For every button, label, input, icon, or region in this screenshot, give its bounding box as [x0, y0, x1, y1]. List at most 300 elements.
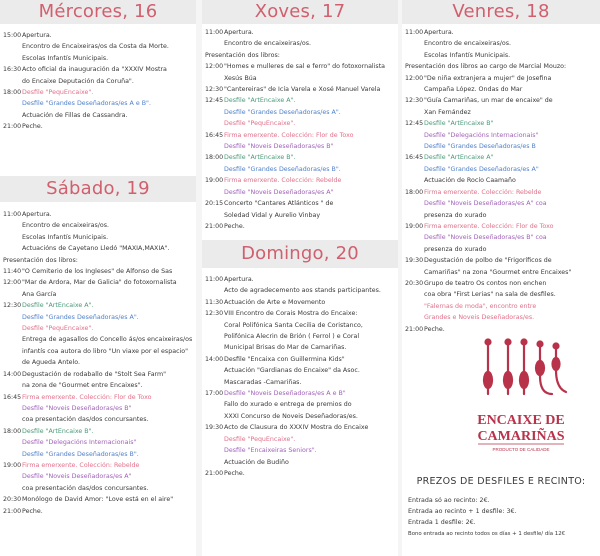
schedule-wednesday — [3, 30, 194, 133]
schedule-text: Concerto "Cantares Atlánticos " de — [224, 200, 334, 208]
schedule-time — [405, 175, 424, 186]
schedule-time: 18:00 — [205, 154, 224, 162]
prices-title: PREZOS DE DESFILES E RECINTO: — [416, 476, 586, 487]
schedule-thursday — [205, 27, 396, 232]
schedule-time: 12:00 — [205, 63, 224, 71]
schedule-row — [205, 308, 396, 319]
schedule-row — [3, 323, 194, 334]
schedule-row — [405, 95, 598, 106]
schedule-time — [3, 53, 22, 64]
schedule-text: Apertura. — [22, 211, 52, 218]
schedule-row — [405, 301, 598, 312]
schedule-text: Desfile "PequEncaixe". — [22, 325, 94, 333]
schedule-row — [205, 331, 396, 342]
schedule-time: 12:30 — [205, 86, 224, 94]
schedule-time: 11:00 — [205, 276, 224, 283]
logo-tagline: PRODUCTO DE CALIDADE — [492, 447, 550, 452]
schedule-row — [205, 342, 396, 353]
schedule-row — [205, 457, 396, 468]
schedule-time — [405, 312, 424, 323]
schedule-row — [205, 38, 396, 49]
schedule-time — [405, 301, 424, 312]
schedule-time: 11:00 — [405, 29, 424, 36]
schedule-time — [205, 457, 224, 468]
schedule-time — [205, 320, 224, 331]
schedule-time: 18:00 — [3, 427, 22, 435]
schedule-row — [3, 369, 194, 380]
schedule-row — [205, 445, 396, 456]
schedule-text: Desfile "Noveis Deseñadoras/es A" coa — [424, 200, 547, 208]
schedule-time — [405, 198, 424, 209]
schedule-row — [405, 61, 598, 72]
schedule-time — [405, 141, 424, 152]
schedule-text: Firma emerxente. Colección: Flor de Toxo — [224, 131, 354, 139]
schedule-text: Actuación de Fillas de Cassandra. — [22, 111, 128, 119]
schedule-row — [405, 232, 598, 243]
schedule-row — [3, 403, 194, 414]
schedule-time — [3, 312, 22, 323]
schedule-text: "O Cemiterio de los Ingleses" de Alfonso de Sas — [22, 268, 173, 276]
schedule-text: Actuacións de Cayetano Lledó "MAXIA,MAXIA". — [22, 245, 170, 253]
schedule-text: Peche. — [22, 123, 43, 131]
schedule-time: 21:00 — [205, 222, 224, 230]
schedule-text: Desfile "Noveis Deseñadoras/es A" — [224, 188, 334, 196]
price-line: Entrada 1 desfile: 2€. — [408, 519, 476, 527]
schedule-time — [205, 411, 224, 422]
schedule-row — [3, 392, 194, 403]
schedule-row — [405, 50, 598, 61]
schedule-row — [405, 164, 598, 175]
schedule-time: 16:45 — [205, 131, 224, 139]
schedule-row — [3, 357, 194, 368]
schedule-text: Acto oficial da inauguración da "XXXIV Mostra — [22, 66, 167, 74]
schedule-text: Degustación de rodaballo de "Stolt Sea Farm" — [22, 370, 167, 378]
schedule-row — [3, 277, 194, 288]
schedule-time: 12:00 — [405, 74, 424, 82]
schedule-text: Camariñas" na zona "Gourmet entre Encaixes" — [424, 268, 572, 276]
schedule-text: Polifónica Alecrin de Brión ( Ferrol ) e Coral — [224, 333, 360, 341]
schedule-time — [3, 220, 22, 231]
schedule-time — [405, 130, 424, 141]
schedule-row — [205, 198, 396, 209]
schedule-text: Actuación de Arte e Movemento — [224, 298, 326, 306]
schedule-row — [205, 175, 396, 186]
schedule-time — [3, 380, 22, 391]
schedule-text: Coral Polifónica Santa Cecilia de Coristanco, — [224, 321, 363, 329]
schedule-text: Desfile "Grandes Deseñadoras/es A" — [424, 165, 539, 173]
schedule-row — [205, 388, 396, 399]
column-middle — [202, 0, 398, 556]
schedule-time: 21:00 — [3, 123, 22, 131]
schedule-row — [205, 141, 396, 152]
schedule-text: Municipal Brisas do Mar de Camariñas. — [224, 344, 347, 352]
schedule-time — [205, 38, 224, 49]
schedule-row — [3, 41, 194, 52]
schedule-row — [405, 38, 598, 49]
schedule-text: Apertura. — [424, 29, 454, 36]
schedule-row — [3, 449, 194, 460]
schedule-time: 15:00 — [3, 32, 22, 39]
schedule-row — [205, 107, 396, 118]
schedule-text: Firma emerxente. Colección: Rebelde — [22, 461, 140, 469]
column-right — [402, 0, 600, 556]
logo-line-2: CAMARIÑAS — [477, 429, 565, 444]
schedule-text: Desfile "ArtEncaixe A". — [224, 97, 296, 105]
schedule-row — [205, 365, 396, 376]
schedule-row — [3, 243, 194, 254]
schedule-text: Ana García — [22, 290, 57, 298]
schedule-text: Apertura. — [224, 29, 254, 36]
schedule-row — [3, 64, 194, 75]
schedule-text: XXXI Concurso de Noveis Deseñadoras/es. — [224, 412, 358, 420]
schedule-row — [3, 255, 194, 266]
schedule-row — [205, 118, 396, 129]
schedule-row — [205, 152, 396, 163]
schedule-time — [3, 346, 22, 357]
price-line: Entrada só ao recinto: 2€. — [408, 497, 490, 504]
schedule-row — [405, 198, 598, 209]
schedule-time — [205, 399, 224, 410]
schedule-row — [3, 87, 194, 98]
schedule-time: 21:00 — [405, 325, 424, 333]
schedule-time — [205, 445, 224, 456]
day-title-thursday: Xoves, 17 — [254, 1, 346, 22]
day-title-saturday: Sábado, 19 — [46, 178, 150, 199]
encaixe-camarinas-logo — [466, 336, 576, 460]
price-line: Entrada ao recinto + 1 desfile: 3€. — [408, 508, 517, 516]
schedule-time — [405, 38, 424, 49]
schedule-row — [405, 73, 598, 84]
schedule-row — [405, 118, 598, 129]
schedule-text: Xan Fernández — [424, 108, 471, 116]
schedule-text: Desfile "Grandes Deseñadoras/es A". — [224, 108, 341, 116]
schedule-time: 12:45 — [205, 97, 224, 105]
schedule-row — [405, 84, 598, 95]
schedule-text: Firma emerxente. Colección: Flor de Toxo — [22, 393, 152, 401]
schedule-row — [205, 422, 396, 433]
schedule-text: Campaña López. Ondas do Mar — [424, 86, 523, 94]
schedule-text: Desfile "ArtEncaixe A". — [22, 302, 94, 310]
schedule-text: Escolas Infantís Municipais. — [424, 51, 511, 59]
schedule-text: "Cantereiras" de Icía Varela e Xosé Manuel Varela — [224, 86, 381, 94]
schedule-row — [205, 411, 396, 422]
schedule-row — [405, 152, 598, 163]
schedule-text: Desfile "Delegacións Internacionais" — [424, 131, 539, 139]
schedule-time — [205, 365, 224, 376]
schedule-row — [205, 399, 396, 410]
schedule-row — [3, 98, 194, 109]
schedule-text: Fallo do xurado e entrega de premios do — [224, 401, 352, 409]
schedule-row — [205, 50, 396, 61]
schedule-row — [3, 110, 194, 121]
schedule-time — [3, 357, 22, 368]
schedule-time — [3, 41, 22, 52]
schedule-text: Desfile "Grandes Deseñadoras/es B". — [22, 450, 139, 458]
schedule-text: Actuación de Budiño — [224, 458, 289, 466]
schedule-row — [3, 220, 194, 231]
schedule-time — [205, 331, 224, 342]
schedule-row — [405, 312, 598, 323]
day-title-wednesday: Mércores, 16 — [38, 1, 158, 22]
schedule-row — [405, 289, 598, 300]
schedule-friday — [405, 27, 598, 335]
schedule-text: Grupo de teatro Os contos non enchen — [424, 279, 547, 287]
schedule-time: 12:00 — [3, 279, 22, 287]
schedule-time — [3, 323, 22, 334]
schedule-time: 19:00 — [3, 461, 22, 469]
schedule-time — [3, 243, 22, 254]
schedule-text: do Encaixe Deputación da Coruña". — [22, 77, 134, 85]
schedule-time: 14:00 — [205, 355, 224, 363]
schedule-time: 18:00 — [405, 188, 424, 196]
logo-line-1: ENCAIXE DE — [477, 413, 565, 428]
schedule-text: Grandes e Noveis Deseñadoras/es. — [424, 314, 535, 322]
schedule-row — [405, 187, 598, 198]
schedule-text: de Agueda Antelo. — [22, 359, 81, 367]
schedule-text: Actuación de Rocío Caamaño — [424, 177, 516, 185]
schedule-text: Peche. — [22, 507, 43, 515]
schedule-time: 12:30 — [405, 97, 424, 105]
schedule-text: infantís coa autora do libro "Un viaxe por el espacio" — [22, 347, 189, 355]
schedule-row — [3, 471, 194, 482]
schedule-text: na zona de "Gourmet entre Encaixes". — [22, 382, 143, 390]
schedule-row — [3, 300, 194, 311]
schedule-row — [205, 354, 396, 365]
column-left — [0, 0, 196, 556]
schedule-time — [3, 471, 22, 482]
schedule-text: VIII Encontro de Corais Mostra do Encaixe: — [224, 310, 358, 318]
schedule-text: coa presentación das/dos concursantes. — [22, 484, 149, 492]
schedule-time: 11:40 — [3, 268, 22, 276]
schedule-time — [3, 437, 22, 448]
schedule-time: 17:00 — [205, 390, 224, 398]
schedule-text: Presentación dos libros: — [3, 256, 78, 264]
schedule-row — [3, 312, 194, 323]
schedule-saturday — [3, 209, 194, 517]
schedule-time: 20:15 — [205, 200, 224, 208]
schedule-row — [405, 324, 598, 335]
schedule-row — [205, 377, 396, 388]
schedule-row — [3, 380, 194, 391]
schedule-text: Presentación dos libros: — [205, 51, 280, 59]
schedule-time — [405, 84, 424, 95]
schedule-row — [205, 468, 396, 479]
schedule-row — [3, 426, 194, 437]
schedule-time: 19:30 — [205, 424, 224, 432]
schedule-time — [3, 414, 22, 425]
schedule-time — [405, 164, 424, 175]
schedule-row — [3, 232, 194, 243]
schedule-text: Acto de Clausura do XXXIV Mostra do Encaixe — [224, 424, 369, 432]
schedule-text: Mascaradas -Camariñas. — [224, 378, 302, 386]
schedule-row — [3, 460, 194, 471]
schedule-time: 20:30 — [3, 496, 22, 504]
schedule-text: Desfile "ArtEncaixe B" — [424, 120, 494, 128]
schedule-time — [3, 334, 22, 345]
schedule-text: Desfile "Noveis Deseñadoras/es B" coa — [424, 234, 547, 242]
schedule-text: Firma emerxente. Colección: Rebelde — [224, 177, 342, 185]
schedule-time: 12:45 — [405, 120, 424, 128]
schedule-text: Desfile "ArtEncaixe B". — [22, 427, 94, 435]
schedule-time — [205, 377, 224, 388]
schedule-row — [405, 255, 598, 266]
schedule-text: Desfile "Noveis Deseñadoras/es A e B" — [224, 390, 346, 398]
schedule-row — [405, 278, 598, 289]
schedule-text: Encontro de encaixeiras/os. — [22, 222, 109, 230]
schedule-row — [205, 274, 396, 285]
schedule-text: Firma emerxente. Colección: Flor de Toxo — [424, 222, 554, 230]
schedule-row — [205, 297, 396, 308]
schedule-row — [405, 107, 598, 118]
schedule-text: Escolas Infantís Municipais. — [22, 54, 109, 62]
schedule-text: presenza do xurado — [424, 245, 487, 253]
schedule-time: 21:00 — [205, 469, 224, 477]
schedule-row — [205, 320, 396, 331]
schedule-row — [3, 289, 194, 300]
schedule-time — [205, 285, 224, 296]
schedule-text: Xesús Búa — [224, 74, 257, 82]
schedule-time: 16:30 — [3, 66, 22, 74]
schedule-text: Acto de agradecemento aos stands participantes. — [224, 287, 381, 295]
schedule-time: 11:30 — [205, 298, 224, 306]
schedule-text: Desfile "Grandes Deseñadoras/es B — [424, 143, 536, 151]
schedule-text: presenza do xurado — [424, 211, 487, 219]
bobbins-icon — [466, 336, 576, 460]
schedule-text: Apertura. — [22, 32, 52, 39]
schedule-text: Desfile "Grandes Deseñadoras/es B". — [224, 165, 341, 173]
schedule-time — [205, 164, 224, 175]
schedule-time: 20:30 — [405, 279, 424, 287]
schedule-sunday — [205, 274, 396, 479]
schedule-text: Peche. — [224, 469, 245, 477]
schedule-row — [205, 84, 396, 95]
schedule-row — [3, 266, 194, 277]
schedule-text: Desfile "Noveis Deseñadoras/es A" — [22, 473, 132, 481]
schedule-row — [205, 130, 396, 141]
schedule-row — [205, 164, 396, 175]
schedule-time: 11:00 — [205, 29, 224, 36]
schedule-text: coa obra "First Lerias" na sala de desfiles. — [424, 291, 556, 299]
schedule-row — [3, 437, 194, 448]
schedule-time — [405, 107, 424, 118]
schedule-time — [3, 98, 22, 109]
schedule-time — [405, 50, 424, 61]
schedule-text: Desfile "Noveis Deseñadoras/es B" — [22, 404, 132, 412]
prices-section — [402, 476, 600, 540]
schedule-time — [205, 434, 224, 445]
schedule-text: Desfile "Encaixa con Guillermina Kids" — [224, 355, 345, 363]
schedule-text: Peche. — [224, 222, 245, 230]
schedule-text: Encontro de encaixeiras/os. — [224, 40, 311, 48]
schedule-time — [205, 187, 224, 198]
schedule-time: 16:45 — [405, 154, 424, 162]
schedule-time — [405, 210, 424, 221]
schedule-row — [3, 209, 194, 220]
schedule-row — [3, 334, 194, 345]
schedule-time — [405, 232, 424, 243]
schedule-text: Desfile "Encaixeiras Seniors". — [224, 447, 317, 455]
schedule-row — [405, 210, 598, 221]
schedule-time: 16:45 — [3, 393, 22, 401]
schedule-text: Presentación dos libros ao cargo de Marcial Mouzo: — [405, 63, 567, 71]
schedule-text: Desfile "ArtEncaixe A" — [424, 154, 494, 162]
schedule-text: Encontro de encaixeiras/os. — [424, 40, 511, 48]
schedule-text: Desfile "Noveis Deseñadoras/es B" — [224, 143, 334, 151]
schedule-text: "Falernas de moda", encontro entre — [424, 302, 537, 310]
schedule-text: Firma emerxente. Colección: Rebelde — [424, 188, 542, 196]
day-title-sunday: Domingo, 20 — [241, 243, 359, 264]
schedule-row — [3, 346, 194, 357]
schedule-row — [3, 121, 194, 132]
schedule-text: Desfile "Grandes Deseñadoras/es A e B". — [22, 100, 151, 108]
schedule-time — [3, 289, 22, 300]
schedule-row — [205, 27, 396, 38]
schedule-row — [3, 53, 194, 64]
schedule-text: Apertura. — [224, 276, 254, 283]
schedule-time — [205, 141, 224, 152]
schedule-row — [205, 73, 396, 84]
schedule-time: 12:30 — [3, 302, 22, 310]
schedule-text: Encontro de Encaixeiras/os da Costa da Morte. — [22, 43, 169, 51]
schedule-text: Desfile "PequEncaixe". — [22, 89, 94, 97]
schedule-row — [205, 187, 396, 198]
schedule-row — [205, 61, 396, 72]
schedule-row — [3, 483, 194, 494]
price-line: Bono entrada ao recinto todos os días + 1 desfile/ día 12€ — [408, 530, 566, 537]
schedule-time: 19:30 — [405, 257, 424, 265]
schedule-row — [405, 267, 598, 278]
schedule-row — [405, 141, 598, 152]
schedule-row — [205, 210, 396, 221]
schedule-row — [205, 285, 396, 296]
schedule-text: "Mar de Ardora, Mar de Galicia" do fotoxornalista — [22, 279, 177, 287]
schedule-time: 19:00 — [405, 222, 424, 230]
schedule-text: Soledad Vidal y Aurelio Vinbay — [224, 211, 321, 219]
schedule-text: Escolas Infantís Municipais. — [22, 233, 109, 241]
schedule-text: "De niña extranjera a mujer" de Josefina — [424, 74, 552, 82]
schedule-text: Desfile "PequEncaixe". — [224, 435, 296, 443]
schedule-time — [3, 483, 22, 494]
schedule-row — [205, 95, 396, 106]
schedule-text: Desfile "Delegacións Internacionais" — [22, 439, 137, 447]
schedule-text: coa presentación das/dos concursantes. — [22, 416, 149, 424]
schedule-row — [405, 221, 598, 232]
schedule-row — [3, 30, 194, 41]
schedule-time — [205, 73, 224, 84]
schedule-text: Entrega de agasallos do Concello ás/os encaixeiras/os — [22, 336, 193, 344]
day-title-friday: Venres, 18 — [452, 1, 550, 22]
schedule-text: Monólogo de David Amor: "Love está en el aire" — [22, 496, 174, 504]
schedule-time — [3, 403, 22, 414]
schedule-time — [405, 244, 424, 255]
schedule-time — [205, 107, 224, 118]
schedule-time: 12:30 — [205, 310, 224, 318]
schedule-time — [205, 342, 224, 353]
schedule-text: Desfile "PequEncaixe". — [224, 120, 296, 128]
schedule-row — [405, 244, 598, 255]
schedule-row — [205, 434, 396, 445]
schedule-text: Desfile "ArtEncaixe B". — [224, 154, 296, 162]
schedule-time: 14:00 — [3, 370, 22, 378]
schedule-row — [205, 221, 396, 232]
schedule-time — [3, 110, 22, 121]
schedule-time — [3, 449, 22, 460]
schedule-time: 11:00 — [3, 211, 22, 218]
schedule-time — [205, 118, 224, 129]
schedule-time — [205, 210, 224, 221]
schedule-time — [405, 289, 424, 300]
schedule-time: 21:00 — [3, 507, 22, 515]
